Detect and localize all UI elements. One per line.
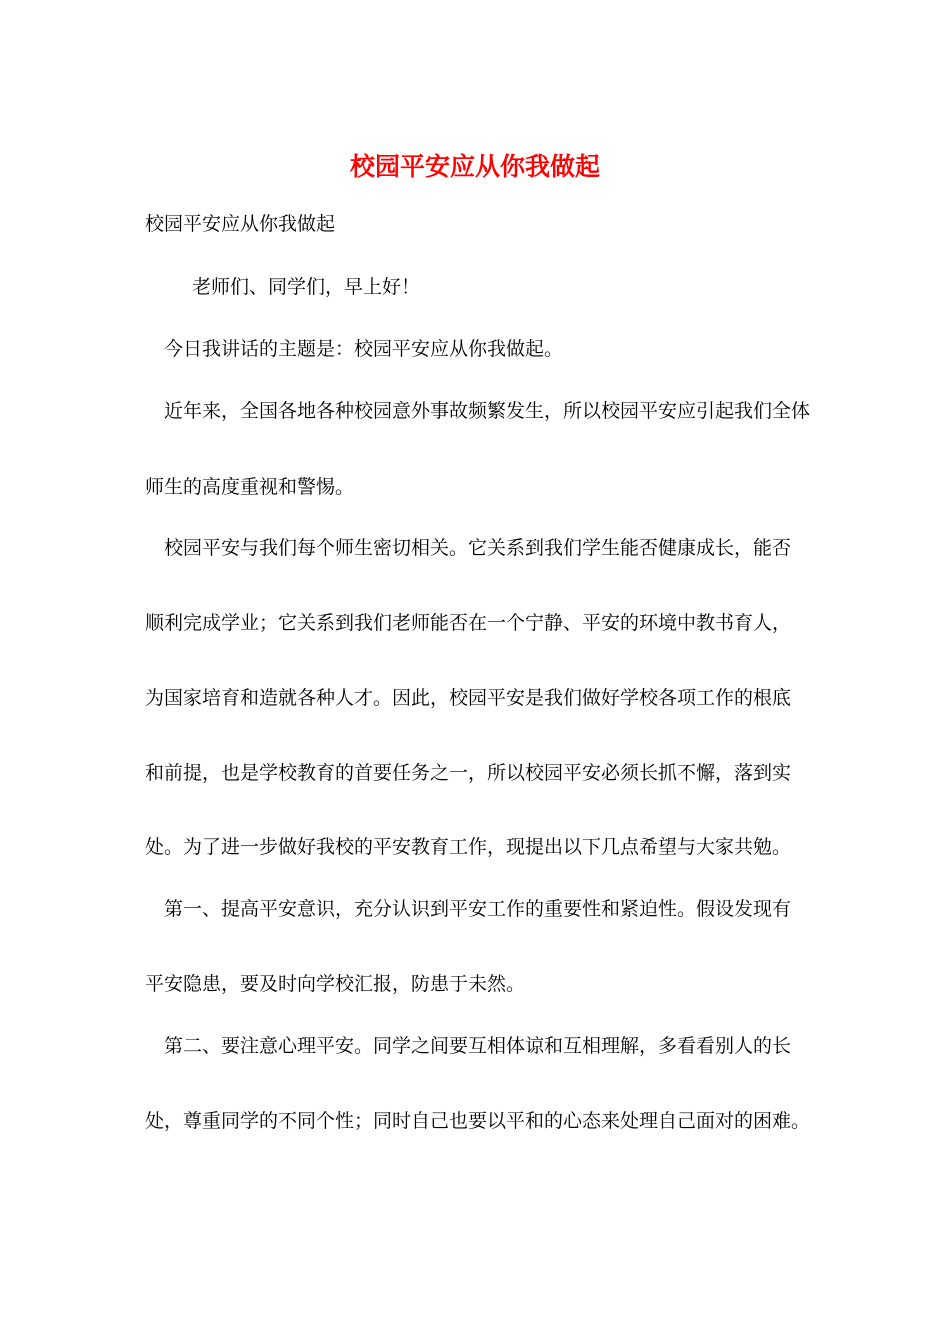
topic-line: 今日我讲话的主题是：校园平安应从你我做起。 xyxy=(164,338,564,360)
greeting-line: 老师们、同学们，早上好！ xyxy=(192,276,421,298)
paragraph-2-line-4: 和前提，也是学校教育的首要任务之一，所以校园平安必须长抓不懈，落到实 xyxy=(145,762,792,784)
paragraph-2-line-5: 处。为了进一步做好我校的平安教育工作，现提出以下几点希望与大家共勉。 xyxy=(145,836,792,858)
document-subtitle: 校园平安应从你我做起 xyxy=(145,213,336,235)
paragraph-4-line-1: 第二、要注意心理平安。同学之间要互相体谅和互相理解，多看看别人的长 xyxy=(164,1035,792,1057)
paragraph-1-line-2: 师生的高度重视和警惕。 xyxy=(145,476,355,498)
paragraph-3-line-1: 第一、提高平安意识，充分认识到平安工作的重要性和紧迫性。假设发现有 xyxy=(164,898,792,920)
paragraph-2-line-2: 顺利完成学业；它关系到我们老师能否在一个宁静、平安的环境中教书育人， xyxy=(145,612,792,634)
paragraph-2-line-1: 校园平安与我们每个师生密切相关。它关系到我们学生能否健康成长，能否 xyxy=(164,537,792,559)
paragraph-4-line-2: 处，尊重同学的不同个性；同时自己也要以平和的心态来处理自己面对的困难。 xyxy=(145,1110,811,1132)
paragraph-2-line-3: 为国家培育和造就各种人才。因此，校园平安是我们做好学校各项工作的根底 xyxy=(145,687,792,709)
document-title: 校园平安应从你我做起 xyxy=(349,152,600,181)
paragraph-3-line-2: 平安隐患，要及时向学校汇报，防患于未然。 xyxy=(145,973,526,995)
paragraph-1-line-1: 近年来，全国各地各种校园意外事故频繁发生，所以校园平安应引起我们全体 xyxy=(164,400,811,422)
